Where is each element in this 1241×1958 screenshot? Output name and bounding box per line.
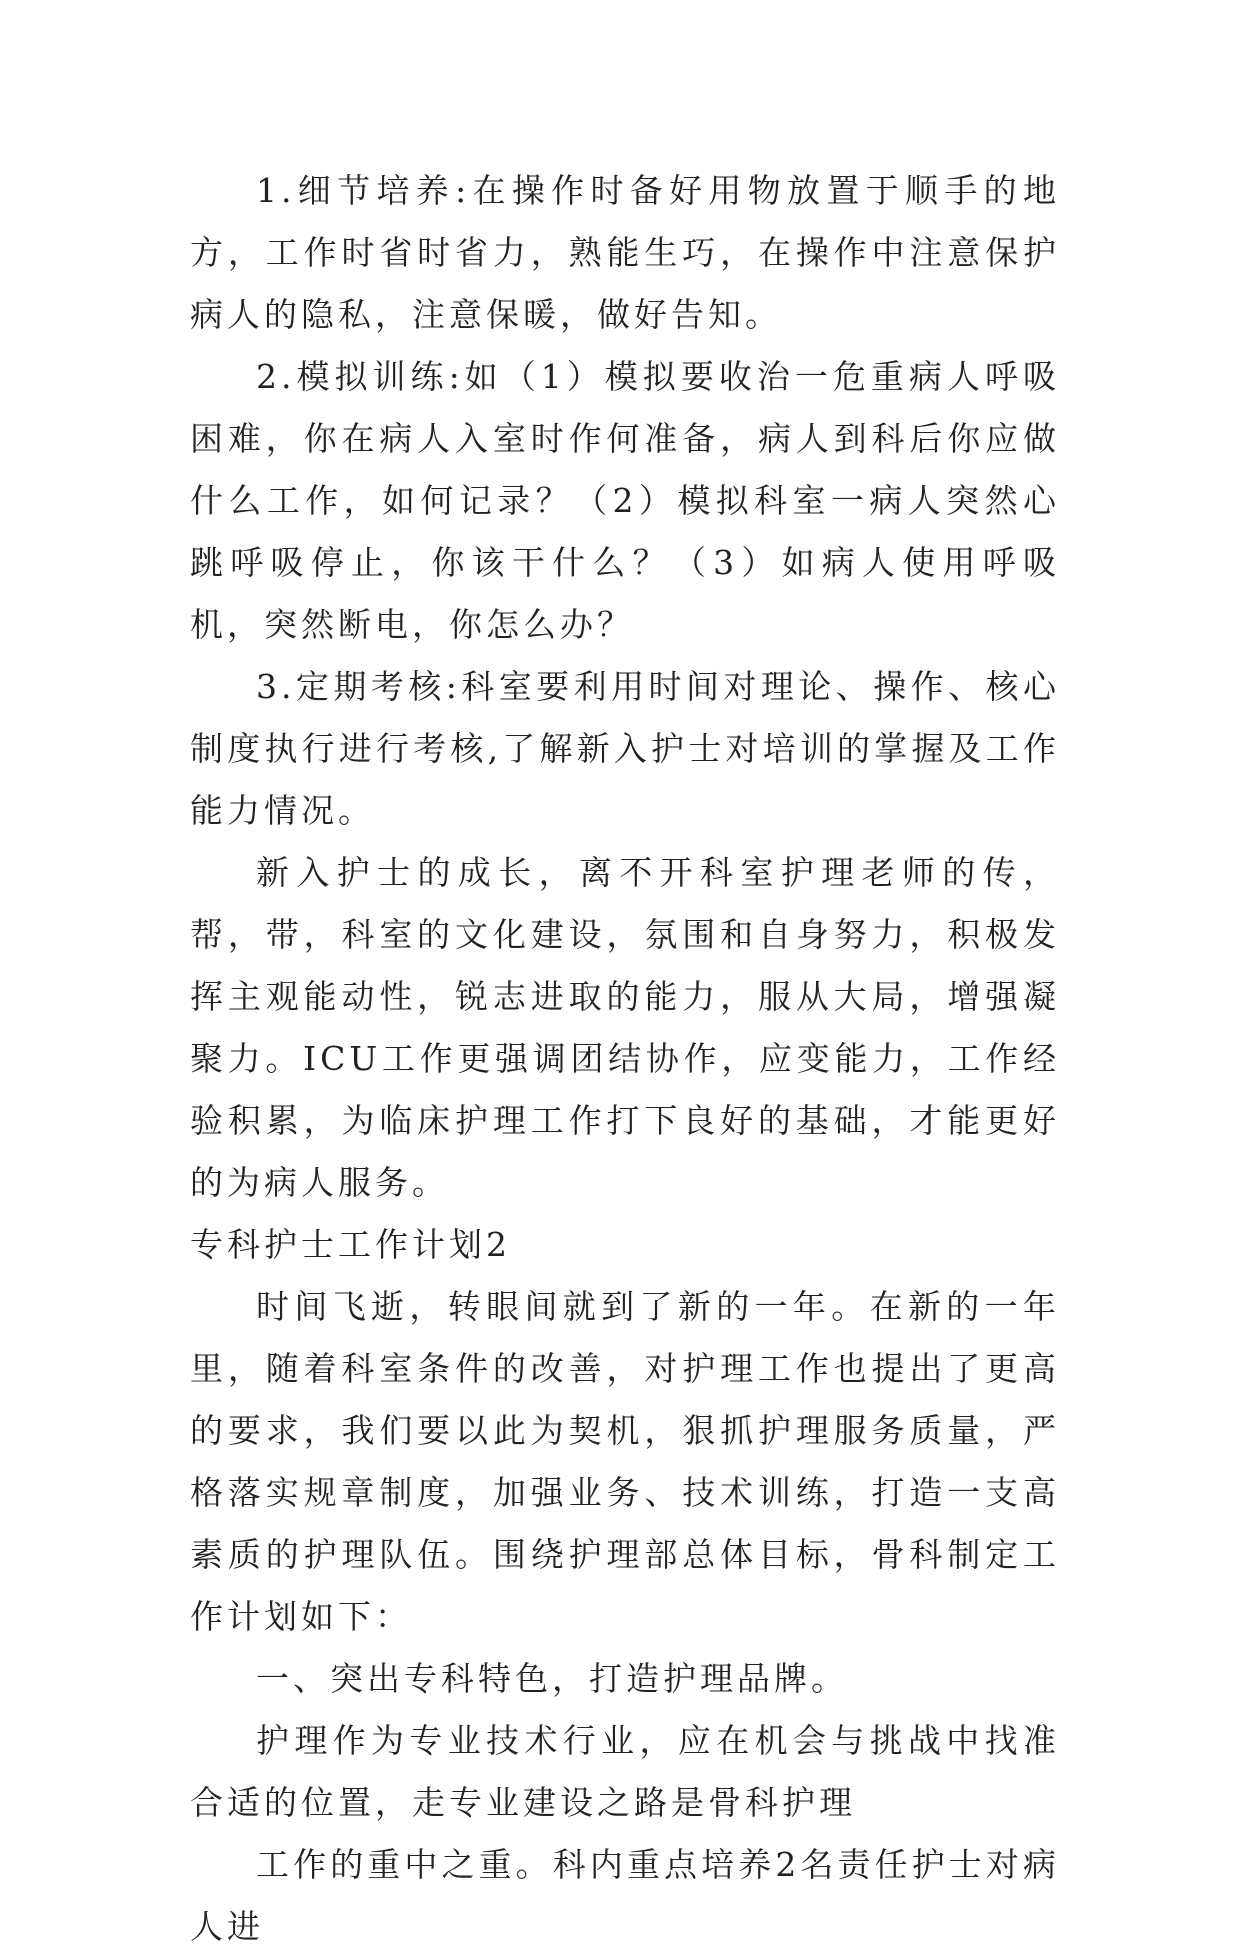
paragraph-detail-training: 1.细节培养:在操作时备好用物放置于顺手的地方，工作时省时省力，熟能生巧，在操作中注意保护病人的隐私，注意保暖，做好告知。 [190, 171, 1060, 334]
paragraph-key-focus: 工作的重中之重。科内重点培养2名责任护士对病人进 [190, 1845, 1060, 1946]
paragraph-simulation-training: 2.模拟训练:如（1）模拟要收治一危重病人呼吸困难，你在病人入室时作何准备，病人到科后你应做什么工作，如何记录？（2）模拟科室一病人突然心跳呼吸停止，你该干什么？（3）如病人使用呼吸机，突然断电，你怎么办？ [190, 357, 1060, 644]
paragraph-professional-nursing: 护理作为专业技术行业，应在机会与挑战中找准合适的位置，走专业建设之路是骨科护理 [190, 1721, 1060, 1822]
document-body [190, 160, 1060, 1958]
section-heading: 专科护士工作计划2 [190, 1225, 511, 1264]
paragraph-new-year-intro: 时间飞逝，转眼间就到了新的一年。在新的一年里，随着科室条件的改善，对护理工作也提出了更高的要求，我们要以此为契机，狠抓护理服务质量，严格落实规章制度，加强业务、技术训练，打造一支高素质的护理队伍。围绕护理部总体目标，骨科制定工作计划如下： [190, 1287, 1060, 1636]
paragraph-regular-assessment: 3.定期考核:科室要利用时间对理论、操作、核心制度执行进行考核,了解新入护士对培训的掌握及工作能力情况。 [190, 667, 1060, 830]
paragraph-nurse-growth: 新入护士的成长，离不开科室护理老师的传，帮，带，科室的文化建设，氛围和自身努力，积极发挥主观能动性，锐志进取的能力，服从大局，增强凝聚力。ICU工作更强调团结协作，应变能力，工作经验积累，为临床护理工作打下良好的基础，才能更好的为病人服务。 [190, 853, 1060, 1202]
paragraph-section-one-title: 一、突出专科特色，打造护理品牌。 [256, 1659, 848, 1698]
